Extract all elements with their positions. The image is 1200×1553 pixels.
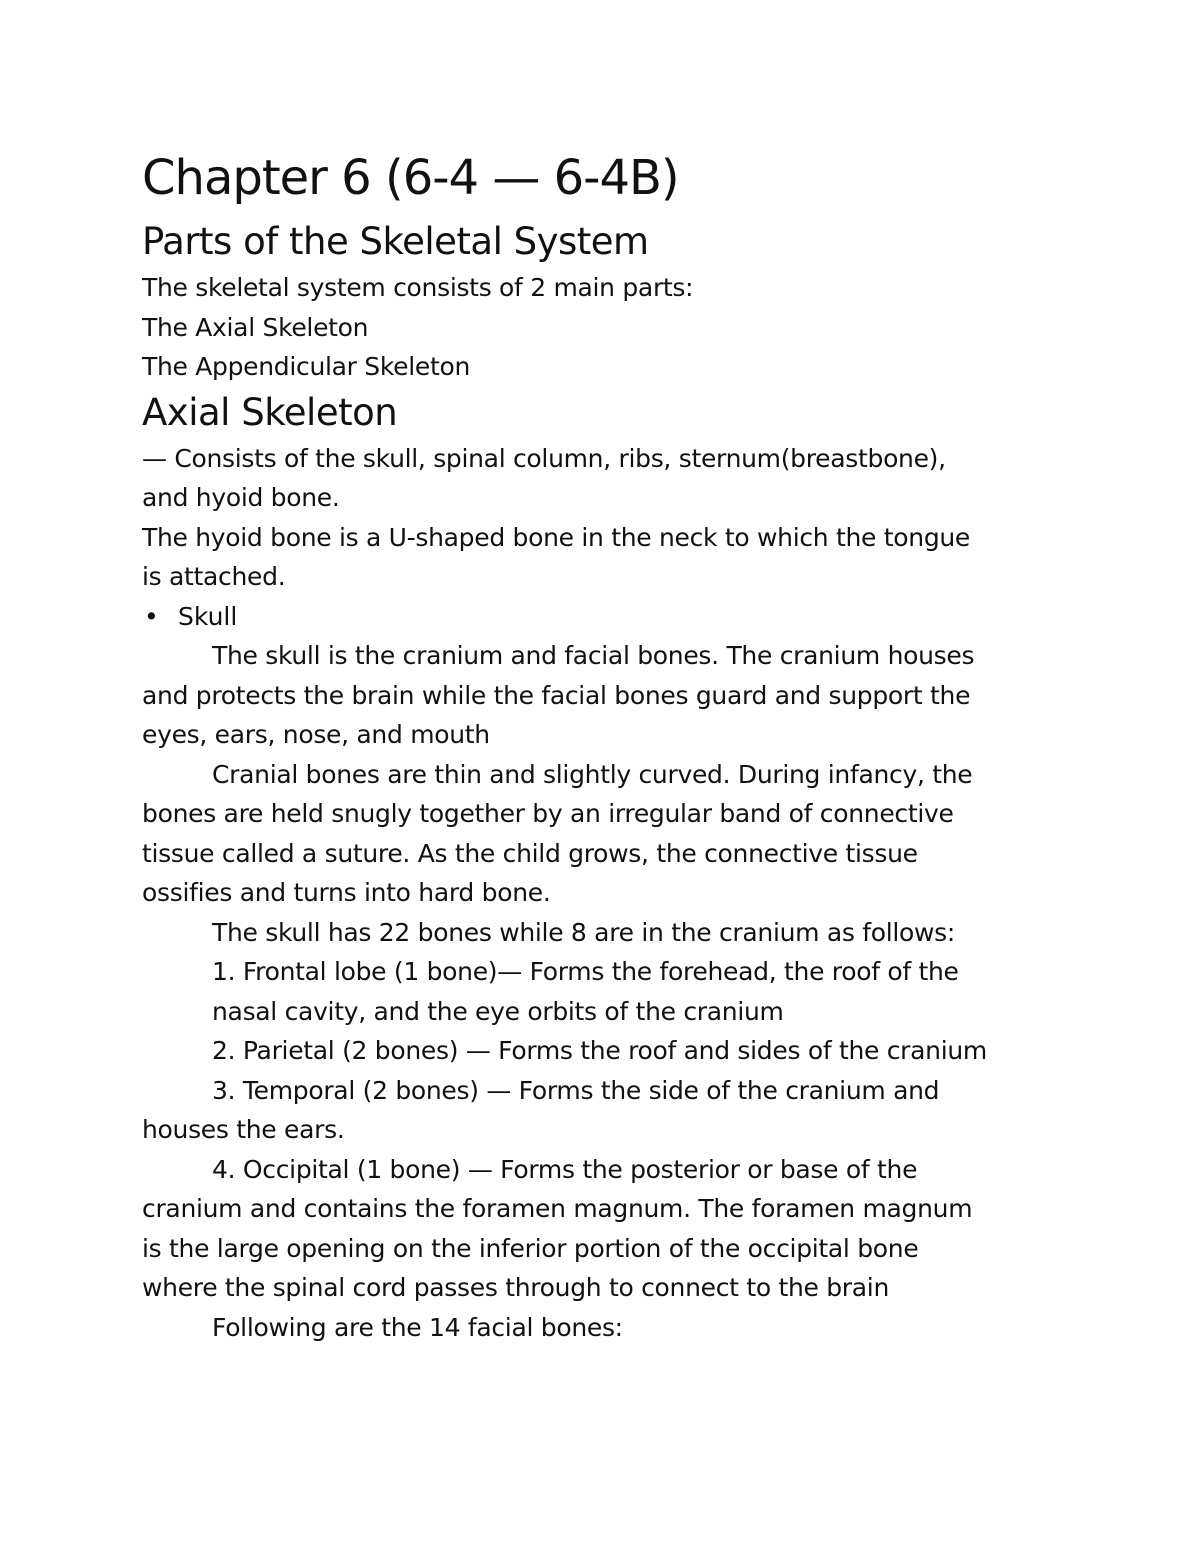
list-item-occipital-cont: cranium and contains the foramen magnum. The foramen magnum	[142, 1194, 973, 1223]
list-item-frontal-cont: nasal cavity, and the eye orbits of the cranium	[212, 996, 784, 1026]
text-line: is attached.	[142, 562, 286, 591]
chapter-title: Chapter 6 (6-4 — 6-4B)	[142, 150, 679, 206]
text-line: bones are held snugly together by an irregular band of connective	[142, 799, 954, 828]
text-line: and protects the brain while the facial bones guard and support the	[142, 680, 971, 710]
list-item-parietal: 2. Parietal (2 bones) — Forms the roof and sides of the cranium	[212, 1036, 987, 1065]
text-line: The skull has 22 bones while 8 are in the cranium as follows:	[212, 917, 956, 947]
text-line: The hyoid bone is a U-shaped bone in the neck to which the tongue	[142, 522, 971, 552]
section-heading-axial: Axial Skeleton	[142, 390, 398, 434]
list-item-frontal: 1. Frontal lobe (1 bone)— Forms the forehead, the roof of the	[212, 957, 959, 986]
bullet-icon: •	[144, 601, 159, 631]
list-item-occipital-cont: is the large opening on the inferior portion of the occipital bone	[142, 1233, 919, 1263]
list-item-temporal: 3. Temporal (2 bones) — Forms the side of the cranium and	[212, 1075, 940, 1105]
text-line: The Axial Skeleton	[142, 312, 369, 342]
text-line: The skeletal system consists of 2 main parts:	[142, 273, 694, 302]
text-line: The Appendicular Skeleton	[142, 352, 471, 381]
text-line: ossifies and turns into hard bone.	[142, 878, 551, 907]
text-line: tissue called a suture. As the child grows, the connective tissue	[142, 838, 918, 868]
list-item-occipital: 4. Occipital (1 bone) — Forms the posterior or base of the	[212, 1154, 918, 1184]
section-heading-parts: Parts of the Skeletal System	[142, 220, 649, 263]
text-line: Following are the 14 facial bones:	[212, 1312, 623, 1342]
bullet-label: Skull	[178, 601, 238, 631]
list-item-temporal-cont: houses the ears.	[142, 1115, 345, 1144]
document-page	[142, 140, 1072, 1347]
text-line: Cranial bones are thin and slightly curved. During infancy, the	[212, 759, 973, 789]
text-line: eyes, ears, nose, and mouth	[142, 720, 490, 749]
text-line: — Consists of the skull, spinal column, ribs, sternum(breastbone),	[142, 443, 946, 473]
text-line: and hyoid bone.	[142, 483, 340, 512]
list-item-occipital-cont: where the spinal cord passes through to connect to the brain	[142, 1273, 889, 1302]
text-line: The skull is the cranium and facial bones. The cranium houses	[212, 641, 975, 670]
bullet-item-skull	[142, 597, 1072, 637]
